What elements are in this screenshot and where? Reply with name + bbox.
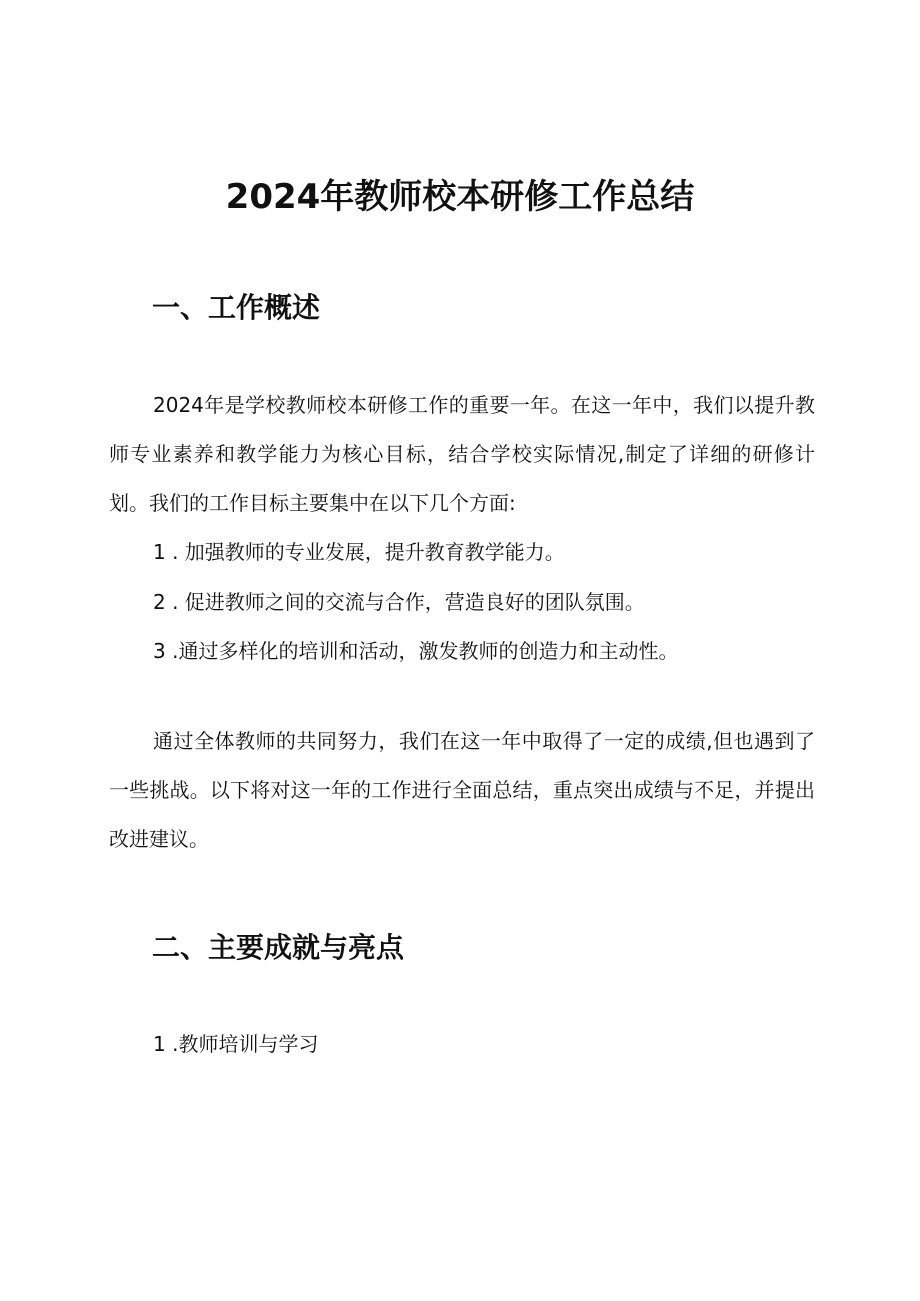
section-heading-achievements: 二、主要成就与亮点 xyxy=(152,931,405,964)
section-heading-overview: 一、工作概述 xyxy=(152,291,321,324)
goal-item: 3 .通过多样化的培训和活动，激发教师的创造力和主动性。 xyxy=(153,639,679,663)
goal-item: 1 . 加强教师的专业发展，提升教育教学能力。 xyxy=(153,540,565,564)
overview-paragraph: 2024年是学校教师校本研修工作的重要一年。在这一年中，我们以提升教师专业素养和教学能力为核心目标，结合学校实际情况,制定了详细的研修计划。我们的工作目标主要集中在以下几个方面: xyxy=(109,393,815,515)
achievement-item: 1 .教师培训与学习 xyxy=(153,1032,319,1056)
summary-paragraph: 通过全体教师的共同努力，我们在这一年中取得了一定的成绩,但也遇到了一些挑战。以下将对这一年的工作进行全面总结，重点突出成绩与不足，并提出改进建议。 xyxy=(109,729,815,851)
document-title: 2024年教师校本研修工作总结 xyxy=(225,177,695,217)
goal-item: 2 . 促进教师之间的交流与合作，营造良好的团队氛围。 xyxy=(153,590,645,614)
